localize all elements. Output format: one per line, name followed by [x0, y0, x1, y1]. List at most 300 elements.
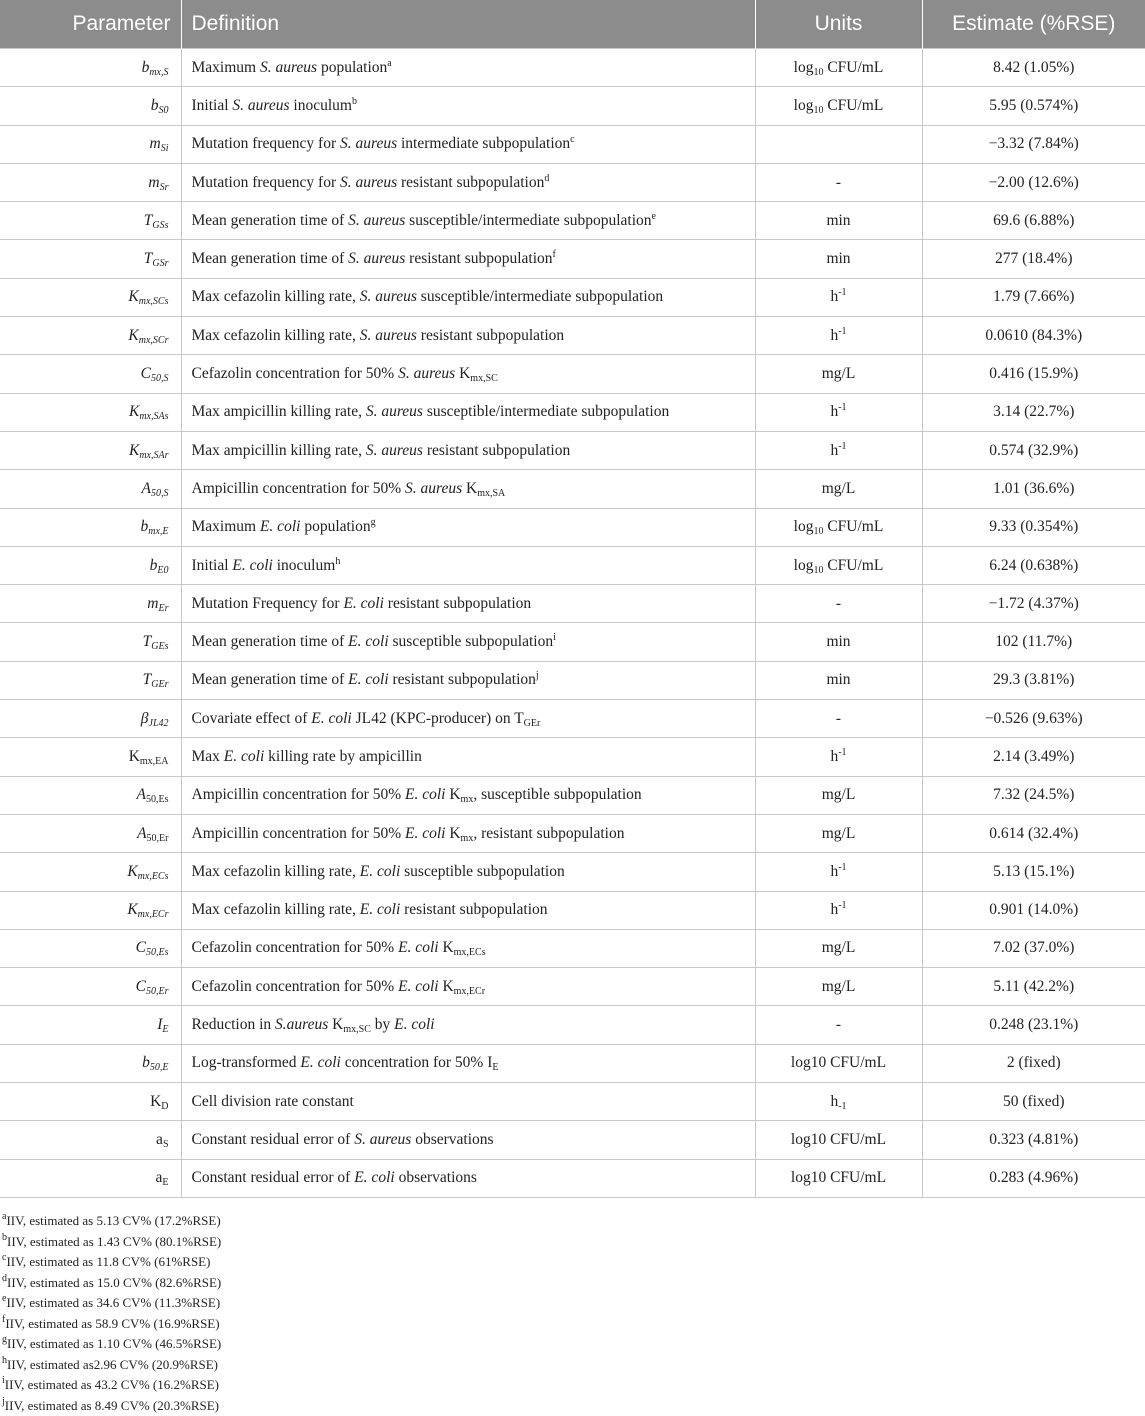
text-run: S. aureus: [360, 327, 417, 344]
subscript: GEr: [151, 679, 168, 690]
subscript: mx: [461, 794, 474, 805]
parameter-cell: [0, 49, 181, 87]
footnote-mark: b: [2, 1232, 7, 1243]
estimate-cell: 2.14 (3.49%): [922, 738, 1145, 776]
table-row: [0, 49, 1145, 87]
text-run: C: [136, 939, 146, 956]
text-run: Cefazolin concentration for 50%: [192, 978, 399, 995]
text-run: S. aureus: [360, 288, 417, 305]
definition-cell: [181, 700, 755, 738]
parameter-cell: [0, 431, 181, 469]
text-run: mg/L: [822, 786, 856, 803]
text-run: h: [830, 442, 838, 459]
text-run: K: [328, 1016, 343, 1033]
parameter-cell: [0, 814, 181, 852]
text-run: -: [836, 1016, 841, 1033]
parameter-cell: [0, 929, 181, 967]
table-row: [0, 393, 1145, 431]
superscript: e: [652, 211, 656, 222]
units-cell: [755, 355, 922, 393]
parameter-cell: [0, 1083, 181, 1121]
text-run: population: [300, 518, 370, 535]
text-run: JL42 (KPC-producer) on T: [352, 710, 524, 727]
superscript: h: [335, 556, 340, 567]
text-run: Initial: [192, 557, 233, 574]
estimate-cell: 50 (fixed): [922, 1083, 1145, 1121]
footnote: [2, 1211, 221, 1232]
text-run: -: [836, 595, 841, 612]
definition-cell: [181, 470, 755, 508]
subscript: D: [161, 1101, 168, 1112]
table-row: [0, 661, 1145, 699]
table-row: [0, 355, 1145, 393]
table-row: [0, 853, 1145, 891]
units-cell: [755, 776, 922, 814]
footnote-mark: c: [2, 1252, 6, 1263]
parameter-cell: [0, 278, 181, 316]
text-run: CFU/mL: [823, 97, 883, 114]
estimate-cell: 3.14 (22.7%): [922, 393, 1145, 431]
superscript: -1: [838, 900, 846, 911]
text-run: min: [826, 212, 850, 229]
superscript: j: [536, 670, 539, 681]
superscript: g: [371, 517, 376, 528]
text-run: S. aureus: [354, 1131, 411, 1148]
units-cell: [755, 546, 922, 584]
text-run: Max cefazolin killing rate,: [192, 901, 360, 918]
superscript: -1: [838, 441, 846, 452]
definition-cell: [181, 49, 755, 87]
subscript: mx,SA: [477, 488, 505, 499]
text-run: A: [137, 825, 146, 842]
table-row: [0, 278, 1145, 316]
text-run: S. aureus: [405, 480, 462, 497]
parameter-cell: [0, 738, 181, 776]
table-row: [0, 1083, 1145, 1121]
units-cell: [755, 49, 922, 87]
subscript: 50,Es: [146, 947, 169, 958]
column-header-definition: Definition: [181, 0, 755, 49]
text-run: S. aureus: [348, 212, 405, 229]
text-run: E. coli: [300, 1054, 340, 1071]
estimate-cell: 5.95 (0.574%): [922, 87, 1145, 125]
subscript: mx,SAr: [139, 450, 168, 461]
estimate-cell: −2.00 (12.6%): [922, 163, 1145, 201]
parameter-cell: [0, 1044, 181, 1082]
text-run: m: [150, 135, 161, 152]
text-run: K: [129, 748, 140, 765]
units-cell: [755, 431, 922, 469]
parameter-cell: [0, 853, 181, 891]
definition-cell: [181, 1083, 755, 1121]
footnote: [2, 1232, 221, 1253]
definition-cell: [181, 661, 755, 699]
footnote-text: IIV, estimated as 11.8 CV% (61%RSE): [6, 1254, 210, 1269]
text-run: Ampicillin concentration for 50%: [192, 480, 406, 497]
estimate-cell: −0.526 (9.63%): [922, 700, 1145, 738]
subscript: 10: [813, 67, 823, 78]
superscript: b: [352, 96, 357, 107]
text-run: K: [462, 480, 477, 497]
units-cell: [755, 738, 922, 776]
units-cell: [755, 393, 922, 431]
text-run: concentration for 50% I: [341, 1054, 493, 1071]
text-run: K: [439, 939, 454, 956]
table-row: [0, 891, 1145, 929]
text-run: b: [151, 97, 159, 114]
estimate-cell: 5.11 (42.2%): [922, 968, 1145, 1006]
subscript: mx,ECr: [138, 909, 169, 920]
subscript: E: [162, 1177, 168, 1188]
text-run: Max: [192, 748, 224, 765]
footnote-mark: j: [2, 1396, 5, 1407]
units-cell: [755, 585, 922, 623]
text-run: C: [136, 978, 146, 995]
table-row: [0, 240, 1145, 278]
subscript: Sr: [160, 182, 169, 193]
subscript: 10: [813, 526, 823, 537]
footnote: [2, 1375, 221, 1396]
text-run: h: [830, 1093, 838, 1110]
text-run: E. coli: [398, 978, 438, 995]
definition-cell: [181, 431, 755, 469]
text-run: min: [826, 633, 850, 650]
text-run: E. coli: [260, 518, 300, 535]
text-run: A: [137, 786, 146, 803]
text-run: Reduction in: [192, 1016, 276, 1033]
subscript: GSs: [152, 220, 168, 231]
definition-cell: [181, 929, 755, 967]
footnote-text: IIV, estimated as 1.43 CV% (80.1%RSE): [7, 1234, 221, 1249]
units-cell: [755, 278, 922, 316]
text-run: Mean generation time of: [192, 671, 349, 688]
text-run: log: [794, 557, 814, 574]
text-run: b: [150, 557, 158, 574]
table-row: [0, 623, 1145, 661]
subscript: Si: [161, 143, 169, 154]
estimate-cell: 102 (11.7%): [922, 623, 1145, 661]
table-row: [0, 163, 1145, 201]
text-run: Mean generation time of: [192, 633, 349, 650]
parameter-cell: [0, 508, 181, 546]
footnote-text: IIV, estimated as 1.10 CV% (46.5%RSE): [7, 1336, 221, 1351]
units-cell: [755, 87, 922, 125]
text-run: Mutation frequency for: [192, 174, 341, 191]
footnote-text: IIV, estimated as 58.9 CV% (16.9%RSE): [5, 1316, 219, 1331]
text-run: K: [129, 442, 139, 459]
units-cell: [755, 929, 922, 967]
estimate-cell: 0.0610 (84.3%): [922, 317, 1145, 355]
text-run: E. coli: [394, 1016, 434, 1033]
footnote-text: IIV, estimated as2.96 CV% (20.9%RSE): [7, 1357, 218, 1372]
text-run: K: [127, 863, 137, 880]
footnote: [2, 1396, 221, 1416]
text-run: CFU/mL: [823, 518, 883, 535]
text-run: T: [143, 671, 152, 688]
definition-cell: [181, 623, 755, 661]
parameter-cell: [0, 661, 181, 699]
subscript: mx: [461, 833, 474, 844]
text-run: K: [439, 978, 454, 995]
units-cell: [755, 1044, 922, 1082]
footnote: [2, 1273, 221, 1294]
text-run: Max cefazolin killing rate,: [192, 327, 360, 344]
units-cell: [755, 891, 922, 929]
parameter-cell: [0, 546, 181, 584]
text-run: S. aureus: [348, 250, 405, 267]
estimate-cell: 29.3 (3.81%): [922, 661, 1145, 699]
subscript: E0: [157, 565, 168, 576]
text-run: Ampicillin concentration for 50%: [192, 786, 406, 803]
parameter-cell: [0, 240, 181, 278]
text-run: K: [128, 288, 138, 305]
definition-cell: [181, 393, 755, 431]
text-run: Maximum: [192, 518, 260, 535]
text-run: E. coli: [360, 901, 400, 918]
text-run: CFU/mL: [823, 59, 883, 76]
units-cell: [755, 163, 922, 201]
footnote-text: IIV, estimated as 34.6 CV% (11.3%RSE): [6, 1295, 220, 1310]
text-run: I: [157, 1016, 162, 1033]
subscript: 50,Er: [147, 833, 169, 844]
footnote-mark: g: [2, 1334, 7, 1345]
subscript: GSr: [152, 258, 168, 269]
text-run: E. coli: [405, 786, 445, 803]
definition-cell: [181, 1044, 755, 1082]
estimate-cell: 69.6 (6.88%): [922, 202, 1145, 240]
footnote-mark: f: [2, 1314, 5, 1325]
table-header-row: [0, 0, 1145, 49]
parameter-cell: [0, 891, 181, 929]
subscript: GEs: [151, 641, 168, 652]
table-row: [0, 125, 1145, 163]
text-run: S. aureus: [340, 135, 397, 152]
units-cell: [755, 508, 922, 546]
definition-cell: [181, 1006, 755, 1044]
footnote: [2, 1252, 221, 1273]
text-run: Max cefazolin killing rate,: [192, 863, 360, 880]
units-cell: [755, 470, 922, 508]
estimate-cell: −1.72 (4.37%): [922, 585, 1145, 623]
subscript: mx,ECs: [454, 947, 486, 958]
table-row: [0, 738, 1145, 776]
definition-cell: [181, 853, 755, 891]
footnote-mark: e: [2, 1293, 6, 1304]
superscript: -1: [838, 747, 846, 758]
estimate-cell: 9.33 (0.354%): [922, 508, 1145, 546]
definition-cell: [181, 202, 755, 240]
text-run: Cefazolin concentration for 50%: [192, 939, 399, 956]
parameter-cell: [0, 355, 181, 393]
text-run: A: [142, 480, 151, 497]
text-run: resistant subpopulation: [400, 901, 547, 918]
text-run: mg/L: [822, 978, 856, 995]
footnote-text: IIV, estimated as 8.49 CV% (20.3%RSE): [5, 1398, 219, 1413]
footnote-text: IIV, estimated as 15.0 CV% (82.6%RSE): [7, 1275, 221, 1290]
table-row: [0, 546, 1145, 584]
text-run: E. coli: [348, 633, 388, 650]
text-run: S. aureus: [260, 59, 317, 76]
text-run: resistant subpopulation: [397, 174, 544, 191]
text-run: CFU/mL: [823, 557, 883, 574]
parameter-cell: [0, 623, 181, 661]
text-run: observations: [411, 1131, 493, 1148]
text-run: S. aureus: [366, 442, 423, 459]
subscript: mx,SCr: [139, 335, 169, 346]
text-run: T: [143, 633, 152, 650]
superscript: -1: [838, 287, 846, 298]
text-run: Cell division rate constant: [192, 1093, 354, 1110]
superscript: -1: [838, 326, 846, 337]
text-run: mg/L: [822, 939, 856, 956]
footnote: [2, 1355, 221, 1376]
parameter-cell: [0, 317, 181, 355]
text-run: -: [836, 710, 841, 727]
subscript: 50,Er: [146, 986, 169, 997]
estimate-cell: 0.248 (23.1%): [922, 1006, 1145, 1044]
units-cell: [755, 202, 922, 240]
text-run: mg/L: [822, 825, 856, 842]
text-run: Constant residual error of: [192, 1169, 355, 1186]
text-run: inoculum: [273, 557, 335, 574]
estimate-cell: 0.614 (32.4%): [922, 814, 1145, 852]
text-run: resistant subpopulation: [389, 671, 536, 688]
footnote-mark: h: [2, 1355, 7, 1366]
units-cell: [755, 1083, 922, 1121]
estimate-cell: 277 (18.4%): [922, 240, 1145, 278]
units-cell: [755, 853, 922, 891]
text-run: Covariate effect of: [192, 710, 312, 727]
text-run: killing rate by ampicillin: [264, 748, 422, 765]
text-run: E. coli: [232, 557, 272, 574]
text-run: susceptible subpopulation: [400, 863, 564, 880]
table-row: [0, 431, 1145, 469]
definition-cell: [181, 891, 755, 929]
text-run: a: [156, 1169, 163, 1186]
text-run: Constant residual error of: [192, 1131, 355, 1148]
footnotes: [2, 1211, 221, 1416]
text-run: E. coli: [343, 595, 383, 612]
text-run: Maximum: [192, 59, 260, 76]
parameter-cell: [0, 1121, 181, 1159]
text-run: Max cefazolin killing rate,: [192, 288, 360, 305]
text-run: S. aureus: [398, 365, 455, 382]
units-cell: [755, 623, 922, 661]
superscript: d: [544, 173, 549, 184]
estimate-cell: 2 (fixed): [922, 1044, 1145, 1082]
text-run: b: [142, 59, 150, 76]
text-run: mg/L: [822, 480, 856, 497]
text-run: min: [826, 671, 850, 688]
text-run: resistant subpopulation: [405, 250, 552, 267]
footnote: [2, 1334, 221, 1355]
superscript: c: [570, 134, 574, 145]
text-run: Mutation Frequency for: [192, 595, 344, 612]
text-run: susceptible/intermediate subpopulation: [405, 212, 651, 229]
subscript: S0: [159, 105, 169, 116]
table-row: [0, 585, 1145, 623]
table-row: [0, 1006, 1145, 1044]
text-run: E. coli: [405, 825, 445, 842]
subscript: E: [162, 1024, 168, 1035]
text-run: log10 CFU/mL: [791, 1131, 886, 1148]
definition-cell: [181, 508, 755, 546]
parameter-cell: [0, 968, 181, 1006]
text-run: inoculum: [290, 97, 352, 114]
superscript: -1: [838, 862, 846, 873]
units-cell: [755, 814, 922, 852]
estimate-cell: 0.574 (32.9%): [922, 431, 1145, 469]
estimate-cell: 7.02 (37.0%): [922, 929, 1145, 967]
text-run: resistant subpopulation: [423, 442, 570, 459]
estimate-cell: 0.323 (4.81%): [922, 1121, 1145, 1159]
text-run: Mutation frequency for: [192, 135, 341, 152]
text-run: log: [794, 518, 814, 535]
definition-cell: [181, 776, 755, 814]
subscript: 50,Es: [146, 794, 169, 805]
text-run: h: [830, 403, 838, 420]
estimate-cell: 1.79 (7.66%): [922, 278, 1145, 316]
units-cell: [755, 125, 922, 163]
subscript: Er: [159, 603, 169, 614]
text-run: -: [836, 174, 841, 191]
text-run: K: [127, 901, 137, 918]
table-row: [0, 968, 1145, 1006]
table-row: [0, 508, 1145, 546]
definition-cell: [181, 1159, 755, 1197]
subscript: S: [163, 1139, 169, 1150]
text-run: S.aureus: [275, 1016, 328, 1033]
definition-cell: [181, 278, 755, 316]
estimate-cell: 0.901 (14.0%): [922, 891, 1145, 929]
text-run: by: [371, 1016, 394, 1033]
text-run: C: [141, 365, 151, 382]
text-run: Max ampicillin killing rate,: [192, 442, 366, 459]
text-run: S. aureus: [340, 174, 397, 191]
subscript: -1: [838, 1101, 846, 1112]
subscript: mx,E: [148, 526, 168, 537]
estimate-cell: 1.01 (36.6%): [922, 470, 1145, 508]
footnote-text: IIV, estimated as 43.2 CV% (16.2%RSE): [5, 1377, 219, 1392]
text-run: E. coli: [348, 671, 388, 688]
text-run: Cefazolin concentration for 50%: [192, 365, 399, 382]
definition-cell: [181, 163, 755, 201]
footnote: [2, 1314, 221, 1335]
text-run: Ampicillin concentration for 50%: [192, 825, 406, 842]
column-header-parameter: Parameter: [0, 0, 181, 49]
text-run: K: [150, 1093, 161, 1110]
definition-cell: [181, 585, 755, 623]
estimate-cell: 7.32 (24.5%): [922, 776, 1145, 814]
text-run: observations: [395, 1169, 477, 1186]
text-run: h: [830, 288, 838, 305]
definition-cell: [181, 738, 755, 776]
table-body: [0, 49, 1145, 1198]
parameter-cell: [0, 585, 181, 623]
definition-cell: [181, 240, 755, 278]
text-run: E. coli: [311, 710, 351, 727]
text-run: b: [140, 518, 148, 535]
text-run: T: [144, 250, 153, 267]
subscript: mx,ECs: [138, 871, 169, 882]
superscript: f: [553, 249, 556, 260]
table-row: [0, 814, 1145, 852]
text-run: susceptible/intermediate subpopulation: [423, 403, 669, 420]
table-row: [0, 470, 1145, 508]
footnote-mark: i: [2, 1375, 5, 1386]
text-run: T: [144, 212, 153, 229]
text-run: h: [830, 327, 838, 344]
